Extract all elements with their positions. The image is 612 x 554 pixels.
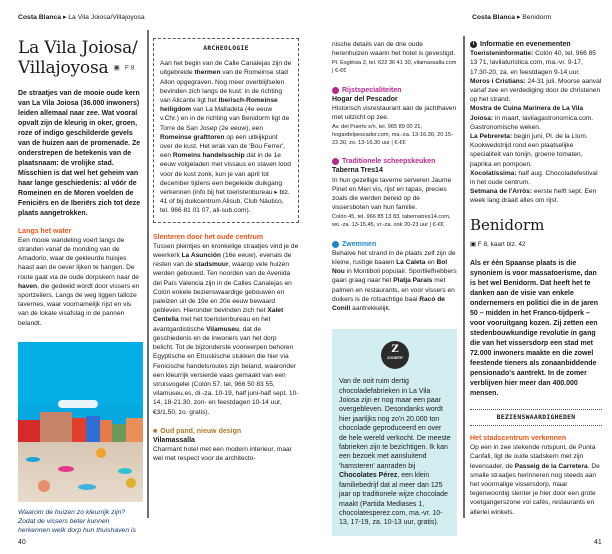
listing-name: Hogar del Pescador (332, 95, 398, 103)
lead-paragraph: Als er één Spaanse plaats is die synoniem is voor massatoerisme, dan is het wel Benidorm. Dat heeft het te danken aan de visie van enkele ondernemers en politici die in de jaren 50 – midden in het Franco-tijdperk – voor vooruitgang kozen. Zij zetten een stedenbouwkundige revolutie in gang die van het vissersdorp een stad met 72.000 inwoners maakte en die zowel feestende tieners als zonaanbiddende pensionado's aantrekt. In de zomer verblijven hier meer dan 400.000 mensen. (470, 259, 598, 397)
lead-paragraph: De straatjes van de mooie oude kern van La Vila Joiosa (36.000 inwoners) leiden allemaal naar zee. Wat vooral opvalt zijn de kleurig in oker, groen, roze of indigo geschilderde gevels van de huizen aan de promenade. Ze onderstrepen de betekenis van de plaatsnaam: de vrolijke stad. Misschien is dat wel het geheim van haar lange geschiedenis: al vóór de Romeinen en de Moren voelden de Feniciërs en de Iberiërs zich tot deze plaats aangetrokken. (18, 89, 141, 217)
hotel-category: ■ Oud pand, nieuw design (153, 427, 242, 435)
listing-category: Traditionele scheepskeuken (332, 157, 457, 166)
box-title: ARCHEOLOGIE (203, 44, 249, 52)
page-number: 40 (18, 539, 26, 546)
column-4 (470, 40, 602, 517)
info-list (470, 49, 602, 205)
info-item: La Pebrereta: begin juni, Pl. de la Llum. Kookwedstrijd rond een plaatselijke specialiteit van tonijn, groene tomaten, paprika en pompoen. (470, 133, 588, 168)
column-divider (147, 30, 149, 518)
restaurant-icon (332, 158, 339, 165)
hotel-info: Pl. Església 2, tel. 622 36 41 30, vilamassalla.com | €-€€ (332, 60, 457, 74)
map-icon: ▣ (113, 64, 120, 72)
body-paragraph: Een mooie wandeling voert langs de stranden vanaf de monding van de Amadorio, waar de gekleurde huisjes haast aan de oever lijken te hangen. De route gaat via de oude dorpskern naar de haven, die gedeeld wordt door vissers en sportzeilers. Langs de weg liggen talloze tavernes, waar voornamelijk rijst en vis van de lokale visafslag in de pannen belandt. (18, 236, 140, 327)
photo-caption: Waarom de huizen zo kleurrijk zijn? Zodat de vissers beter kunnen herkennen welk dorp hun thuishaven is (18, 508, 136, 534)
swim-icon (332, 241, 339, 248)
column-divider (463, 36, 465, 518)
swim-text: Behalve het strand in de plaats zelf zijn de kleine, rustige baaien La Caleta en Bol Nou in Montiboli populair. Sportliefhebbers gaan graag naar het Platja Paraís met palmen en restaurants, en voor vissers en duikers is de rotsachtige baai Racó de Conill aantrekkelijk. (332, 249, 457, 313)
info-item: Toeristeninformatie: Colón 40, tel. 966 85 13 71, lavilaturistica.com, ma.-vr. 9-17, 17.30-20, za. en feestdagen 9-14 uur. (470, 50, 596, 76)
map-icon: ▣ (470, 240, 477, 248)
arrow-right-icon: ▸ (62, 14, 67, 21)
listing-text: Historisch visrestaurant aan de jachthaven met uitzicht op zee. (332, 105, 457, 122)
zoomtip-box (332, 329, 457, 536)
subheading-stadscentrum: Het stadscentrum verkennen (470, 435, 567, 443)
page-number: 41 (594, 539, 602, 546)
listing-name: Taberna Tres14 (332, 167, 383, 175)
running-head-right (472, 13, 551, 22)
info-heading: i Informatie en evenementen (470, 40, 602, 49)
listing-text: In hun gezellige taverne serveren Jaume Pinet en Meri vis, rijst en tapas, precies zoals die werden bereid op de vissersboten van hun familie. (332, 176, 452, 212)
listing-info: Av. del Puerto s/n, tel. 965 89 00 21, hogardelpescador.com, ma.-za. 13-16.30, 20.15-22.30, zo. 13-16.30 uur | €-€€ (332, 124, 453, 146)
listing-tres14 (332, 157, 457, 229)
zoomtip-text: Van de ooit ruim dertig chocoladefabrieken in La Vila Joiosa zijn er nog maar een paar overgebleven. Desondanks wordt hier jaarlijks nog zo'n 20.000 ton chocolade geproduceerd en over de hele wereld verkocht. De meeste fabrieken zijn te bezichtigen. Ik kan een bezoek met aansluitend 'hamsteren' aanraden bij Chocolates Pérez, een klein familiebedrijf dat al meer dan 125 jaar op traditionele wijze chocolade maakt (Partida Mediases 1, chocolatesperez.com, ma.-vr. 10-13, 17-19, za. 10-13 uur, gratis). (339, 378, 451, 527)
info-item: Moros i Cristians: 24-31 juli. Moorse aanval vanaf zee en verdediging door de christenen op het strand. (470, 77, 602, 104)
map-reference: F 8 (125, 64, 135, 72)
hotel-name: Vilamassalla (153, 436, 195, 444)
bezienswaardigheden-title: BEZIENSWAARDIGHEDEN (470, 409, 602, 426)
subheading-slenteren: Slenteren door het oude centrum (153, 233, 264, 241)
listing-category: Rijstspecialiteiten (332, 86, 457, 95)
box-text: Aan het begin van de Calle Canalejas zijn de uitgebreide thermen van de Romeinse stad Allon opgegraven. Nog meer overblijfselen bevinden zich langs de kust: in de richting van Alicante ligt het Iberisch-Romeinse heiligdom van La Malladeta (4e eeuw v.Chr.) en in de richting van Benidorm ligt de Torre de San Josep (2e eeuw), een Romeinse grafttoren op een uitkijkpunt over de kust. Het wrak van de 'Bou Ferrer', een Romeins handelsschip dat in de 1e eeuw volgeladen met vissaus en staven lood voor de kust zonk, kun je van april tot december tijdens een begeleide duikgang verkennen (info bij het toeristenbureau ▸ blz. 41 of bij duikcentrum Alisub, Club Náutico, tel. 966 81 01 07, ali-sub.com). (160, 60, 292, 215)
zoomtip-badge-icon: Z ZOOMTIP (381, 341, 409, 369)
map-reference: ▣ F 8, kaart blz. 42 (470, 240, 526, 248)
archeologie-box (153, 38, 299, 223)
info-icon: i (470, 41, 477, 48)
running-head-section: Costa Blanca (18, 14, 62, 21)
info-item: Mostra de Cuina Marinera de La Vila Joiosa: in maart, lavilagastronomica.com. Gastronomische weken. (470, 105, 594, 131)
body-paragraph: Op een in zee stekende rotspunt, de Punta Canfali, ligt de oude stadskern met zijn levensader, de Passeig de la Carretera. De smalle straatjes herinneren nog steeds aan het voormalige vissersdorp, maar tegenwoordig slenter je hier door een grote voetgangerszone vol cafés, restaurants en allerlei winkels. (470, 444, 600, 516)
photo-colorful-houses (18, 342, 143, 502)
listing-hogar (332, 86, 457, 148)
title-text: La Vila Joiosa/ Villajoyosa (18, 38, 138, 78)
bed-icon: ■ (153, 427, 158, 435)
running-head-place: Benidorm (522, 14, 552, 21)
subheading-langs-het-water: Langs het water (18, 227, 72, 235)
column-1 (18, 38, 143, 535)
info-item: Xocolatíssima: half aug. Chocoladefestival in het oude centrum. (470, 169, 598, 187)
column-3 (332, 40, 457, 536)
arrow-right-icon: ▸ (516, 14, 521, 21)
body-paragraph: Tussen pleintjes en kronkelige straatjes vind je de weerkerk La Asunción (16e eeuw), evenals de resten van de stadsmuur, waarop vele huizen werden gebouwd. Ten noorden van de Avenida del País Valencia zijn in de Calles Canalejas en Colón enkele bezienswaardige gebouwen en paleizen uit de 19e en 20e eeuw bewaard gebleven. Hieronder bevinden zich het Xalet Centella met het toeristenbureau en het avantgardistische Vilamuseu, dat de geschiedenis en de inwoners van het dorp belicht. Tot de bijzonderste voorwerpen behoren Egyptische en Etruskische stukken die hier via Fenicische handelsroutes zijn beland, waaronder een kleurrijk versierde vaas gemaakt van een struisvogelei (Colón 57, tel. 966 50 83 55, vilamuseu.es, di.-za. 10-19, half juni-half sept. 10-14, 18-21.30, zon- en feestdagen 10-14 uur, €3/1,50, zo. gratis). (153, 242, 299, 416)
hotel-text: Charmant hotel met een modern interieur, maar wel met respect voor de architecto- (153, 446, 292, 463)
page-title (18, 38, 143, 79)
info-item: Setmana de l'Arròs: eerste helft sept. Een week lang draait alles om rijst. (470, 188, 597, 205)
section-title-benidorm: Benidorm (470, 215, 545, 234)
running-head-left (18, 13, 145, 22)
hotel-text-continued: nische details van de drie oude herenhuizen waarin het hotel is gevestigd. (332, 41, 456, 58)
restaurant-icon (332, 87, 339, 94)
listing-info: Colón 45, tel. 966 85 13 83, tabernatres14.com, wo.-za. 13-15.45, vr.-za. ook 20-23 uur | €-€€ (332, 214, 451, 228)
running-head-section: Costa Blanca (472, 14, 516, 21)
column-2 (153, 38, 299, 464)
running-head-place: La Vila Joiosa/Villajoyosa (68, 14, 145, 21)
swim-category: Zwemmen (332, 240, 457, 249)
